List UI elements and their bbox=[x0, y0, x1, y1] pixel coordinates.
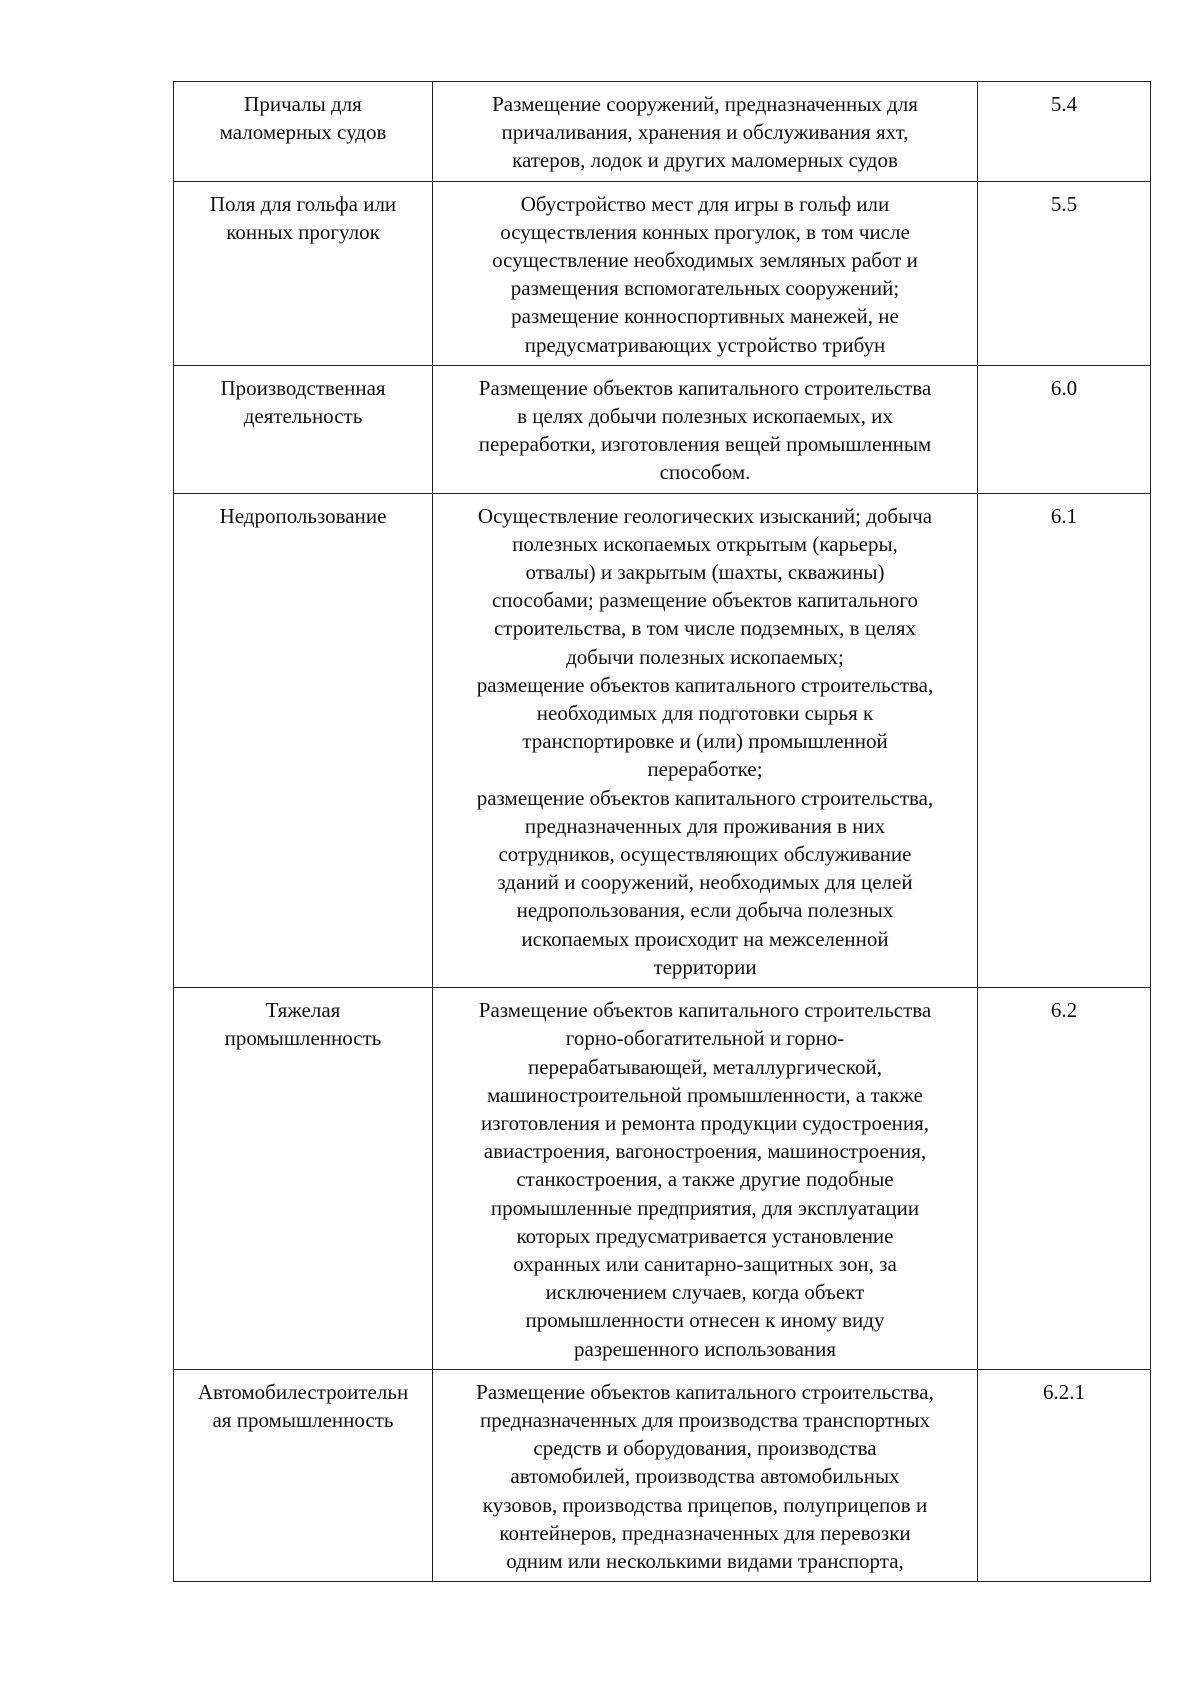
use-type-name: Автомобилестроительн ая промышленность bbox=[174, 1369, 433, 1581]
use-type-code: 6.2.1 bbox=[978, 1369, 1151, 1581]
use-type-code: 6.2 bbox=[978, 988, 1151, 1370]
table-row bbox=[174, 1369, 1151, 1581]
table-row bbox=[174, 988, 1151, 1370]
use-type-description: Размещение объектов капитального строительства, предназначенных для производства транспортных средств и оборудования, производства автомобилей, производства автомобильных кузовов, производства прицепов, полуприцепов и контейнеров, предназначенных для перевозки одним или несколькими видами транспорта, bbox=[433, 1369, 978, 1581]
use-type-name: Тяжелая промышленность bbox=[174, 988, 433, 1370]
use-type-code: 5.4 bbox=[978, 82, 1151, 182]
table-row bbox=[174, 365, 1151, 493]
use-type-description: Обустройство мест для игры в гольф или осуществления конных прогулок, в том числе осуществление необходимых земляных работ и размещения вспомогательных сооружений; размещение конноспортивных манежей, не предусматривающих устройство трибун bbox=[433, 181, 978, 365]
land-use-table bbox=[173, 81, 1151, 1582]
table-row bbox=[174, 82, 1151, 182]
use-type-code: 6.0 bbox=[978, 365, 1151, 493]
table-row bbox=[174, 493, 1151, 987]
use-type-name: Недропользование bbox=[174, 493, 433, 987]
table-row bbox=[174, 181, 1151, 365]
use-type-description: Осуществление геологических изысканий; добыча полезных ископаемых открытым (карьеры, отвалы) и закрытым (шахты, скважины) способами; размещение объектов капитального строительства, в том числе подземных, в целях добычи полезных ископаемых; размещение объектов капитального строительства, необходимых для подготовки сырья к транспортировке и (или) промышленной переработке; размещение объектов капитального строительства, предназначенных для проживания в них сотрудников, осуществляющих обслуживание зданий и сооружений, необходимых для целей недропользования, если добыча полезных ископаемых происходит на межселенной территории bbox=[433, 493, 978, 987]
use-type-description: Размещение сооружений, предназначенных для причаливания, хранения и обслуживания яхт, катеров, лодок и других маломерных судов bbox=[433, 82, 978, 182]
use-type-code: 5.5 bbox=[978, 181, 1151, 365]
use-type-name: Производственная деятельность bbox=[174, 365, 433, 493]
use-type-description: Размещение объектов капитального строительства горно-обогатительной и горно- перерабатывающей, металлургической, машиностроительной промышленности, а также изготовления и ремонта продукции судостроения, авиастроения, вагоностроения, машиностроения, станкостроения, а также другие подобные промышленные предприятия, для эксплуатации которых предусматривается установление охранных или санитарно-защитных зон, за исключением случаев, когда объект промышленности отнесен к иному виду разрешенного использования bbox=[433, 988, 978, 1370]
use-type-code: 6.1 bbox=[978, 493, 1151, 987]
use-type-description: Размещение объектов капитального строительства в целях добычи полезных ископаемых, их переработки, изготовления вещей промышленным способом. bbox=[433, 365, 978, 493]
use-type-name: Причалы для маломерных судов bbox=[174, 82, 433, 182]
use-type-name: Поля для гольфа или конных прогулок bbox=[174, 181, 433, 365]
